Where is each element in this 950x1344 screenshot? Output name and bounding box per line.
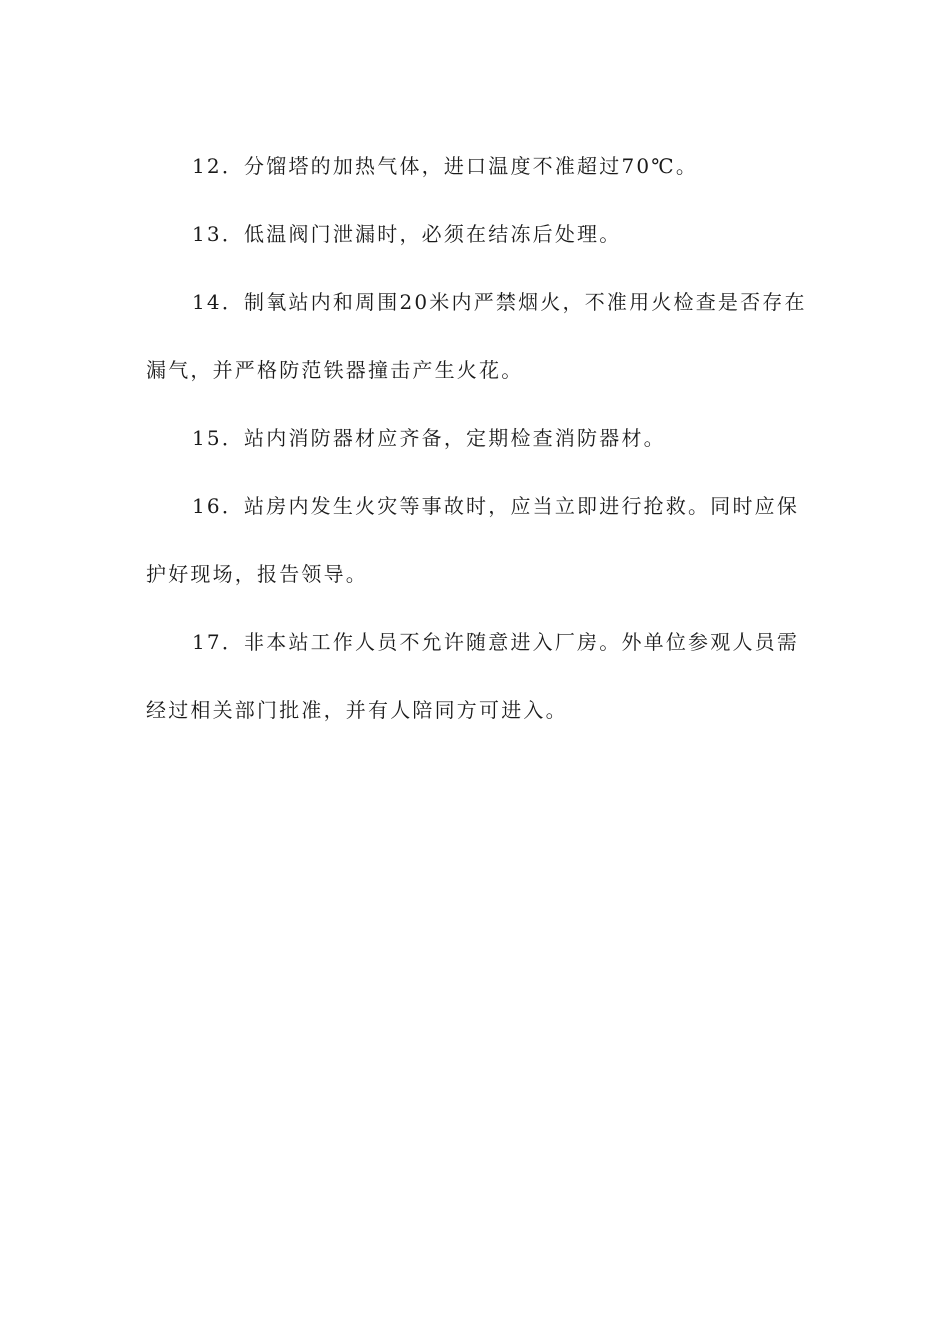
- paragraph-rule-12: 12．分馏塔的加热气体，进口温度不准超过70℃。: [192, 154, 699, 178]
- paragraph-rule-13: 13．低温阀门泄漏时，必须在结冻后处理。: [192, 222, 622, 246]
- paragraph-rule-14: 14．制氧站内和周围20米内严禁烟火，不准用火检查是否存在漏气，并严格防范铁器撞击产生火花。: [146, 290, 807, 382]
- paragraph-rule-16: 16．站房内发生火灾等事故时，应当立即进行抢救。同时应保护好现场，报告领导。: [146, 494, 800, 586]
- paragraph-rule-17: 17．非本站工作人员不允许随意进入厂房。外单位参观人员需经过相关部门批准，并有人陪同方可进入。: [146, 630, 800, 722]
- document-body: [146, 132, 810, 744]
- paragraph-rule-15: 15．站内消防器材应齐备，定期检查消防器材。: [192, 426, 666, 450]
